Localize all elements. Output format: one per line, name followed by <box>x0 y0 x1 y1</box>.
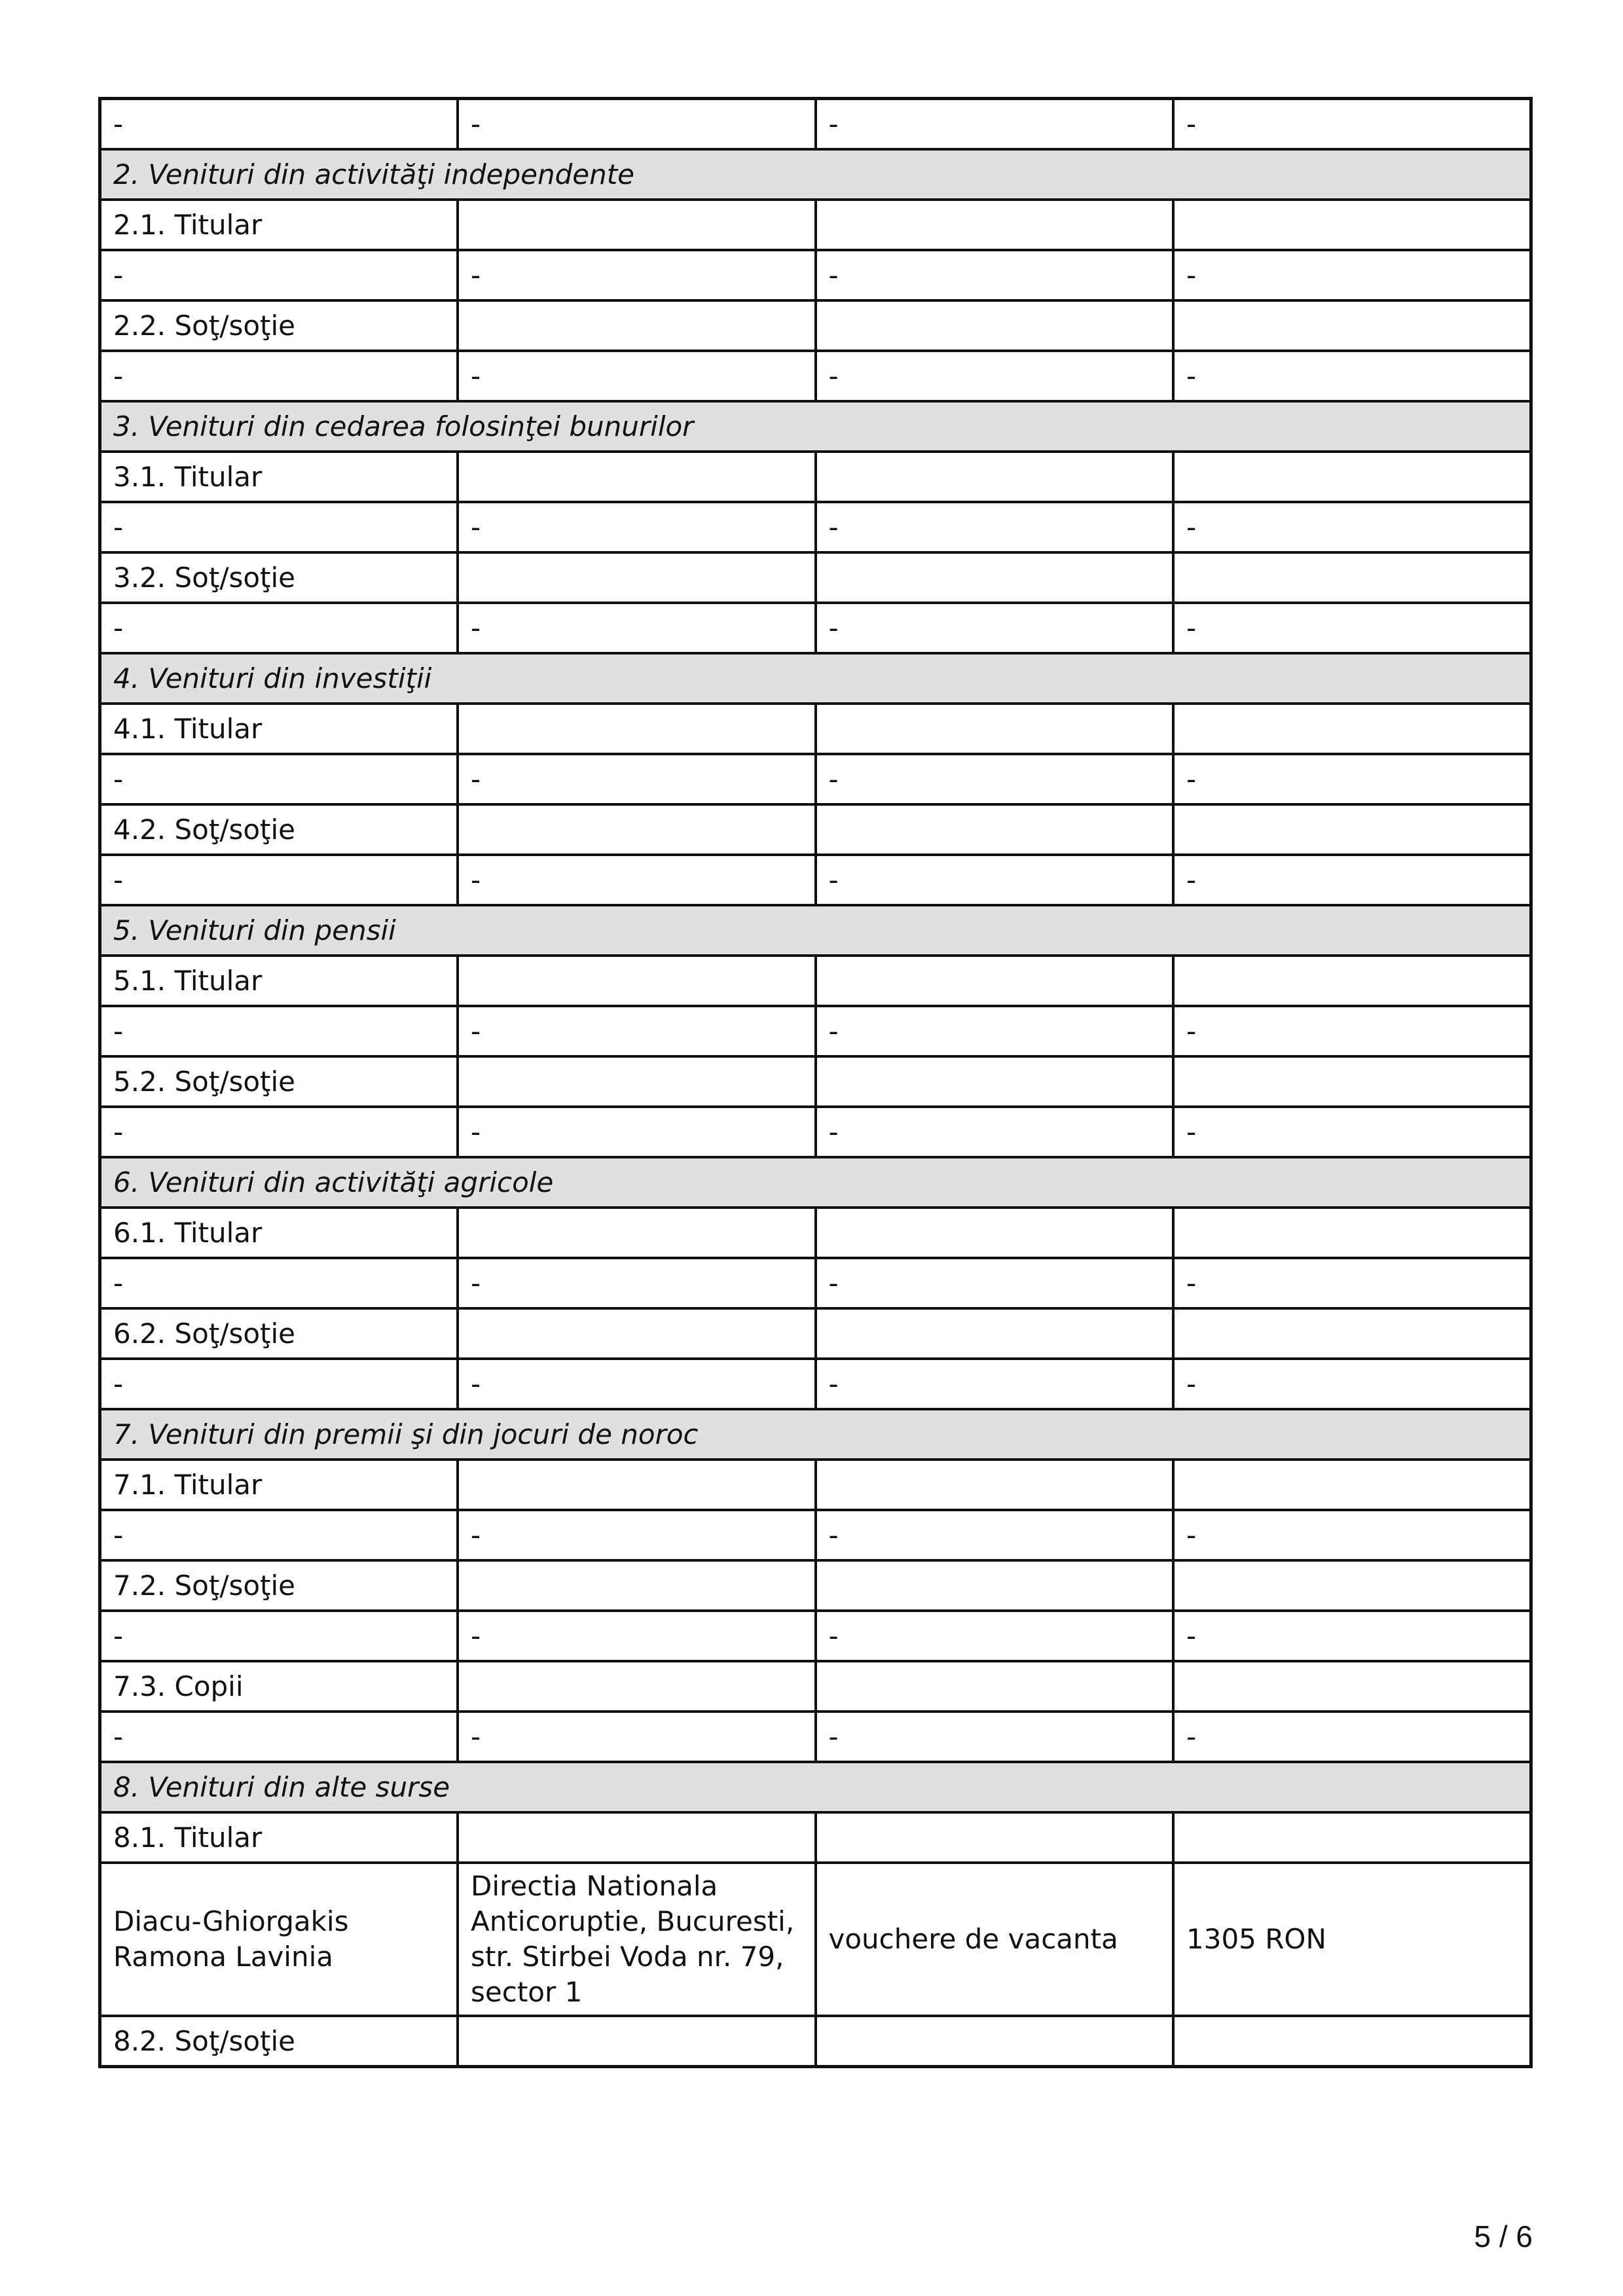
section-header-row <box>100 149 1531 200</box>
table-cell: - <box>816 250 1174 300</box>
table-row <box>100 603 1531 653</box>
table-cell: - <box>1173 1006 1531 1056</box>
section-title: 5. Venituri din pensii <box>100 905 1531 956</box>
empty-cell <box>1173 1208 1531 1258</box>
table-cell: - <box>100 603 458 653</box>
subsection-label: 8.1. Titular <box>100 1812 458 1863</box>
table-row <box>100 1359 1531 1409</box>
table-cell: - <box>458 603 816 653</box>
empty-cell <box>816 552 1174 603</box>
table-cell: - <box>100 1611 458 1661</box>
subsection-label: 3.1. Titular <box>100 452 458 502</box>
empty-cell <box>1173 956 1531 1006</box>
table-cell: vouchere de vacanta <box>816 1863 1174 2016</box>
empty-cell <box>816 956 1174 1006</box>
table-row <box>100 351 1531 401</box>
empty-cell <box>816 804 1174 855</box>
table-cell: - <box>458 1107 816 1157</box>
subsection-label: 7.2. Soţ/soţie <box>100 1560 458 1611</box>
table-cell: - <box>1173 99 1531 150</box>
table-cell: - <box>100 1359 458 1409</box>
empty-cell <box>1173 452 1531 502</box>
empty-cell <box>458 956 816 1006</box>
table-cell: - <box>458 855 816 905</box>
page-number: 5 / 6 <box>1474 2219 1533 2253</box>
table-cell: - <box>100 1107 458 1157</box>
table-cell: - <box>100 99 458 150</box>
table-cell: - <box>100 502 458 552</box>
table-cell: - <box>1173 603 1531 653</box>
empty-cell <box>458 300 816 351</box>
subsection-label: 8.2. Soţ/soţie <box>100 2016 458 2067</box>
subsection-row <box>100 956 1531 1006</box>
section-title: 3. Venituri din cedarea folosinţei bunurilor <box>100 401 1531 452</box>
subsection-row <box>100 300 1531 351</box>
table-row <box>100 1510 1531 1560</box>
subsection-label: 7.3. Copii <box>100 1661 458 1712</box>
table-cell: - <box>1173 1107 1531 1157</box>
table-cell: - <box>1173 1359 1531 1409</box>
empty-cell <box>1173 704 1531 754</box>
table-cell: - <box>458 1359 816 1409</box>
empty-cell <box>458 1812 816 1863</box>
table-cell: - <box>458 1258 816 1308</box>
empty-cell <box>816 1308 1174 1359</box>
empty-cell <box>458 1056 816 1107</box>
subsection-row <box>100 1661 1531 1712</box>
section-title: 2. Venituri din activităţi independente <box>100 149 1531 200</box>
subsection-label: 2.1. Titular <box>100 200 458 250</box>
subsection-row <box>100 1460 1531 1510</box>
empty-cell <box>458 2016 816 2067</box>
table-row <box>100 502 1531 552</box>
section-title: 6. Venituri din activităţi agricole <box>100 1157 1531 1208</box>
table-cell: - <box>458 99 816 150</box>
table-row <box>100 754 1531 804</box>
empty-cell <box>1173 1661 1531 1712</box>
table-cell: - <box>1173 1611 1531 1661</box>
subsection-label: 5.2. Soţ/soţie <box>100 1056 458 1107</box>
table-cell: - <box>1173 250 1531 300</box>
subsection-label: 4.2. Soţ/soţie <box>100 804 458 855</box>
empty-cell <box>1173 1056 1531 1107</box>
subsection-row <box>100 1208 1531 1258</box>
empty-cell <box>1173 804 1531 855</box>
table-cell: - <box>816 351 1174 401</box>
subsection-label: 4.1. Titular <box>100 704 458 754</box>
table-cell: Diacu-Ghiorgakis Ramona Lavinia <box>100 1863 458 2016</box>
subsection-row <box>100 704 1531 754</box>
empty-cell <box>816 1460 1174 1510</box>
subsection-row <box>100 1812 1531 1863</box>
section-header-row <box>100 1157 1531 1208</box>
table-cell: - <box>816 1107 1174 1157</box>
empty-cell <box>458 1560 816 1611</box>
subsection-row <box>100 2016 1531 2067</box>
table-row <box>100 250 1531 300</box>
empty-cell <box>816 1661 1174 1712</box>
subsection-label: 6.2. Soţ/soţie <box>100 1308 458 1359</box>
subsection-row <box>100 1308 1531 1359</box>
subsection-row <box>100 1056 1531 1107</box>
table-cell: - <box>458 1510 816 1560</box>
table-cell: 1305 RON <box>1173 1863 1531 2016</box>
table-cell: - <box>816 1712 1174 1762</box>
subsection-row <box>100 804 1531 855</box>
empty-cell <box>1173 1308 1531 1359</box>
table-row <box>100 1107 1531 1157</box>
table-cell: - <box>1173 1712 1531 1762</box>
section-header-row <box>100 1409 1531 1460</box>
table-row <box>100 1863 1531 2016</box>
table-cell: - <box>1173 502 1531 552</box>
empty-cell <box>816 2016 1174 2067</box>
table-cell: - <box>1173 855 1531 905</box>
section-header-row <box>100 653 1531 704</box>
income-table <box>98 97 1533 2068</box>
section-header-row <box>100 401 1531 452</box>
table-row <box>100 1611 1531 1661</box>
empty-cell <box>458 200 816 250</box>
table-cell: - <box>816 502 1174 552</box>
empty-cell <box>1173 552 1531 603</box>
empty-cell <box>816 452 1174 502</box>
table-row <box>100 1258 1531 1308</box>
empty-cell <box>1173 200 1531 250</box>
subsection-label: 2.2. Soţ/soţie <box>100 300 458 351</box>
empty-cell <box>458 552 816 603</box>
empty-cell <box>816 1208 1174 1258</box>
empty-cell <box>458 1661 816 1712</box>
empty-cell <box>1173 2016 1531 2067</box>
empty-cell <box>458 704 816 754</box>
table-cell: - <box>1173 1510 1531 1560</box>
table-cell: - <box>816 1258 1174 1308</box>
table-cell: - <box>100 1712 458 1762</box>
section-title: 7. Venituri din premii şi din jocuri de noroc <box>100 1409 1531 1460</box>
empty-cell <box>458 1208 816 1258</box>
subsection-row <box>100 1560 1531 1611</box>
table-row <box>100 1006 1531 1056</box>
section-header-row <box>100 1762 1531 1812</box>
empty-cell <box>816 1056 1174 1107</box>
subsection-label: 7.1. Titular <box>100 1460 458 1510</box>
section-header-row <box>100 905 1531 956</box>
table-cell: - <box>458 1611 816 1661</box>
subsection-label: 3.2. Soţ/soţie <box>100 552 458 603</box>
empty-cell <box>816 704 1174 754</box>
table-cell: - <box>816 1510 1174 1560</box>
table-cell: - <box>816 1006 1174 1056</box>
empty-cell <box>458 1308 816 1359</box>
table-cell: - <box>458 502 816 552</box>
empty-cell <box>458 1460 816 1510</box>
empty-cell <box>458 452 816 502</box>
table-cell: - <box>100 250 458 300</box>
table-cell: - <box>100 1258 458 1308</box>
section-title: 4. Venituri din investiţii <box>100 653 1531 704</box>
empty-cell <box>1173 1460 1531 1510</box>
table-cell: Directia Nationala Anticoruptie, Bucuresti, str. Stirbei Voda nr. 79, sector 1 <box>458 1863 816 2016</box>
table-cell: - <box>1173 351 1531 401</box>
table-row <box>100 855 1531 905</box>
empty-cell <box>1173 1812 1531 1863</box>
table-row <box>100 99 1531 150</box>
table-cell: - <box>816 855 1174 905</box>
empty-cell <box>1173 1560 1531 1611</box>
table-cell: - <box>816 603 1174 653</box>
table-cell: - <box>100 1006 458 1056</box>
table-cell: - <box>100 1510 458 1560</box>
table-cell: - <box>458 250 816 300</box>
empty-cell <box>816 300 1174 351</box>
table-cell: - <box>816 754 1174 804</box>
table-cell: - <box>1173 1258 1531 1308</box>
subsection-label: 5.1. Titular <box>100 956 458 1006</box>
table-row <box>100 1712 1531 1762</box>
subsection-row <box>100 452 1531 502</box>
table-cell: - <box>100 754 458 804</box>
table-cell: - <box>458 351 816 401</box>
table-cell: - <box>816 99 1174 150</box>
table-cell: - <box>1173 754 1531 804</box>
empty-cell <box>1173 300 1531 351</box>
table-cell: - <box>458 1712 816 1762</box>
subsection-row <box>100 200 1531 250</box>
section-title: 8. Venituri din alte surse <box>100 1762 1531 1812</box>
table-cell: - <box>458 754 816 804</box>
table-cell: - <box>100 351 458 401</box>
table-cell: - <box>816 1359 1174 1409</box>
subsection-label: 6.1. Titular <box>100 1208 458 1258</box>
table-cell: - <box>100 855 458 905</box>
table-cell: - <box>458 1006 816 1056</box>
empty-cell <box>816 1812 1174 1863</box>
subsection-row <box>100 552 1531 603</box>
empty-cell <box>816 200 1174 250</box>
empty-cell <box>458 804 816 855</box>
table-cell: - <box>816 1611 1174 1661</box>
empty-cell <box>816 1560 1174 1611</box>
